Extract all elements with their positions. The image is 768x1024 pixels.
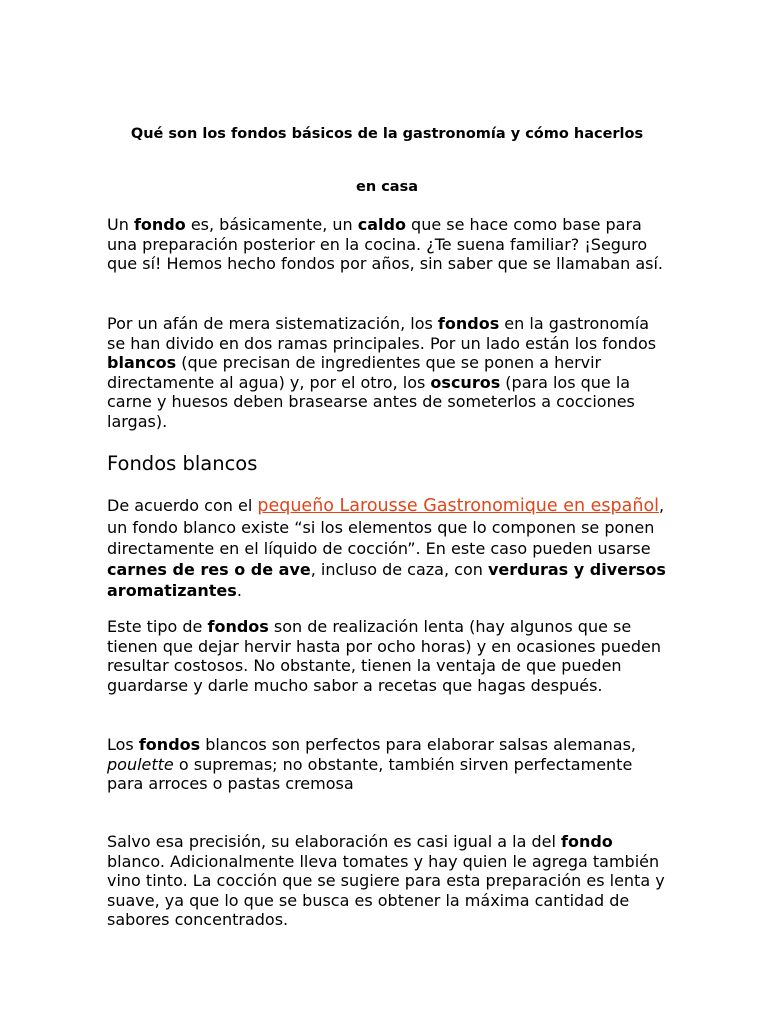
paragraph-usos	[107, 735, 667, 794]
document-title-line-1: Qué son los fondos básicos de la gastronomía y cómo hacerlos	[130, 126, 644, 142]
larousse-link[interactable]: pequeño Larousse Gastronomique en español	[257, 496, 660, 516]
text-run: son de realización lenta (hay algunos que se tienen que dejar hervir hasta por ocho horas) y en ocasiones pueden resultar costosos. No obstante, tienen la ventaja de que pueden guardarse y darle mucho sabor a recetas que hagas después.	[107, 617, 661, 695]
italic-term-poulette: poulette	[107, 754, 174, 774]
text-run: , incluso de caza, con	[310, 560, 488, 579]
text-run: es, básicamente, un	[185, 215, 358, 234]
text-run: (para los que la carne y huesos deben brasearse antes de someterlos a cocciones largas).	[107, 372, 635, 431]
text-run: , un fondo blanco existe “si los elementos que lo componen se ponen directamente en el líquido de cocción”. En este caso pueden usarse	[107, 496, 665, 558]
paragraph-realizacion	[107, 617, 667, 695]
bold-term-verduras: verduras y diversos aromatizantes	[107, 560, 666, 600]
text-run: Un	[107, 215, 134, 234]
text-run: Salvo esa precisión, su elaboración es casi igual a la del	[107, 832, 561, 851]
section-heading-fondos-blancos: Fondos blancos	[107, 452, 258, 475]
text-run: o supremas; no obstante, también sirven perfectamente para arroces o pastas cremosa	[107, 754, 633, 794]
bold-term-oscuros: oscuros	[430, 372, 501, 392]
bold-term-fondos: fondos	[207, 617, 269, 636]
text-run: blancos son perfectos para elaborar salsas alemanas,	[200, 735, 636, 754]
paragraph-ramas	[107, 314, 667, 432]
bold-term-blancos: blancos	[107, 353, 177, 373]
document-title-line-2: en casa	[355, 179, 418, 195]
text-run: (que precisan de ingredientes que se ponen a hervir directamente al agua) y, por el otro, los	[107, 353, 602, 392]
text-run: De acuerdo con el	[107, 496, 258, 515]
text-run: Los	[107, 735, 139, 754]
bold-term-fondos: fondos	[437, 314, 500, 333]
paragraph-larousse	[107, 495, 667, 601]
bold-term-carnes: carnes de res o de ave	[107, 560, 311, 579]
text-run: que se hace como base para una preparación posterior en la cocina. ¿Te suena familiar? ¡Seguro que sí! Hemos hecho fondos por años, sin saber que se llamaban así.	[107, 215, 664, 274]
text-run: .	[236, 581, 242, 600]
text-run: blanco. Adicionalmente lleva tomates y hay quien le agrega también vino tinto. La cocción que se sugiere para esta preparación es lenta y suave, ya que lo que se busca es obtener la máxima cantidad de sabores concentrados.	[107, 851, 665, 930]
text-run: Este tipo de	[107, 617, 208, 636]
text-run: Por un afán de mera sistematización, los	[107, 314, 438, 333]
bold-term-fondo: fondo	[560, 832, 613, 851]
text-run: en la gastronomía se han divido en dos ramas principales. Por un lado están los fondos	[107, 314, 657, 353]
bold-term-caldo: caldo	[357, 215, 406, 234]
paragraph-intro	[107, 215, 667, 274]
paragraph-elaboracion	[107, 832, 667, 930]
bold-term-fondos: fondos	[138, 735, 201, 754]
bold-term-fondo: fondo	[133, 215, 186, 234]
